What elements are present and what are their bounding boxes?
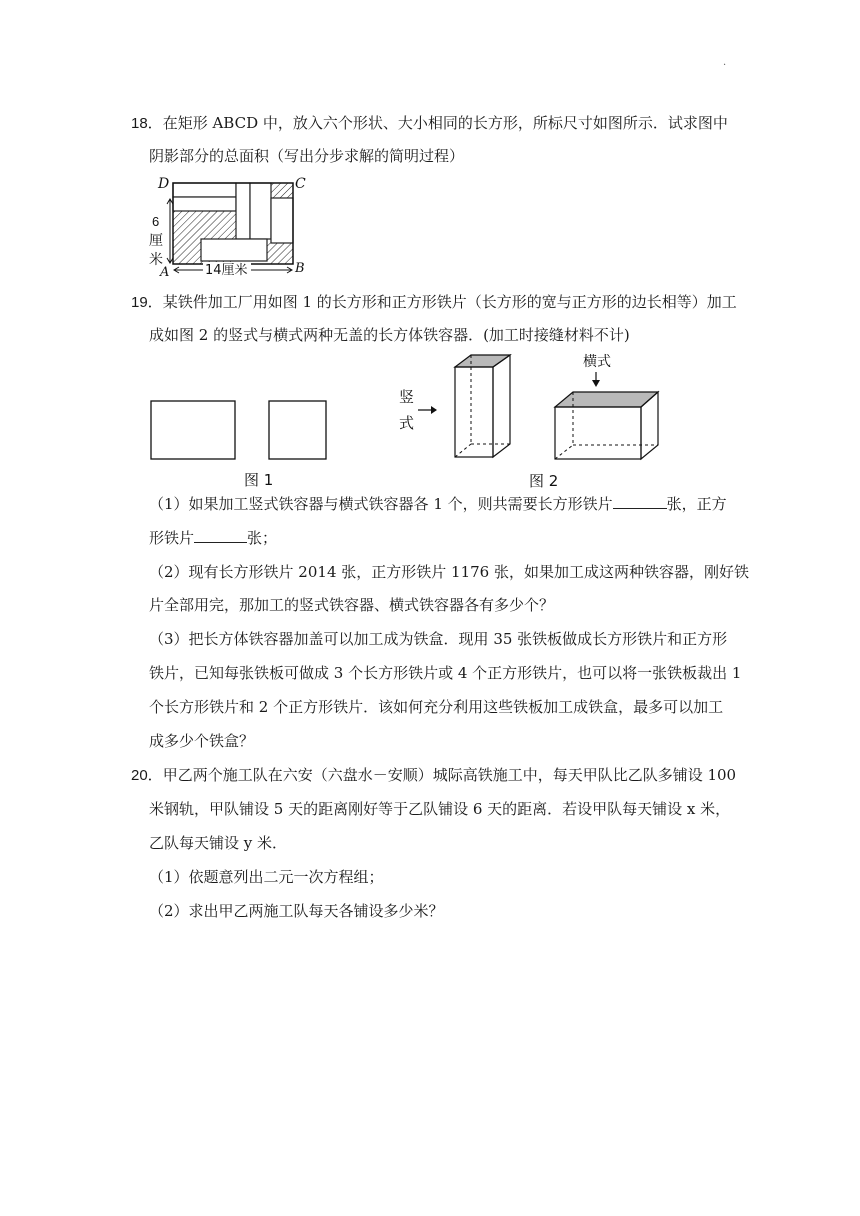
q18-label-C: C [295, 176, 306, 192]
q19-fig1-rectangle [151, 401, 235, 459]
q19-part2-line-1: （2）现有长方形铁片 2014 张，正方形铁片 1176 张，如果加工成这两种铁容器，刚好铁 [149, 563, 749, 581]
page-mark: · [723, 60, 727, 71]
q19-part1-line-2 [149, 528, 277, 548]
q19-part3-line-3: 个长方形铁片和 2 个正方形铁片．该如何充分利用这些铁板加工成铁盒，最多可以加工 [149, 698, 724, 716]
q19-part1-line-1 [149, 494, 727, 514]
q18-label-A: A [160, 265, 170, 278]
q19-part1-text-b: 张，正方 [666, 495, 727, 513]
q19-figure-1 [148, 398, 333, 490]
q19-line-2: 成如图 2 的竖式与横式两种无盖的长方体铁容器．(加工时接缝材料不计) [149, 326, 630, 344]
q18-height-unit-2: 米 [149, 252, 163, 268]
q19-fig1-caption: 图 1 [244, 471, 274, 489]
q20-part1: （1）依题意列出二元一次方程组； [149, 868, 384, 886]
q18-number: 18． [131, 115, 163, 132]
q20-line-2: 米钢轨，甲队铺设 5 天的距离刚好等于乙队铺设 6 天的距离．若设甲队每天铺设 x 米， [149, 800, 731, 818]
q18-label-B: B [295, 261, 305, 276]
q19-figure-2 [393, 350, 668, 492]
q19-part2-line-2: 片全部用完，那加工的竖式铁容器、横式铁容器各有多少个？ [149, 596, 555, 614]
q18-label-D: D [158, 176, 170, 192]
q20-line-1 [131, 765, 736, 786]
q19-vertical-label-1: 竖 [399, 388, 415, 406]
q20-part2: （2）求出甲乙两施工队每天各铺设多少米？ [149, 902, 444, 920]
q19-blank-rect-count[interactable] [613, 494, 667, 509]
q18-line-1 [131, 113, 728, 134]
q19-part3-line-1: （3）把长方体铁容器加盖可以加工成为铁盒．现用 35 张铁板做成长方形铁片和正方形 [149, 630, 728, 648]
q19-text-1: 某铁件加工厂用如图 1 的长方形和正方形铁片（长方形的宽与正方形的边长相等）加工 [162, 293, 737, 311]
q20-text-1: 甲乙两个施工队在六安（六盘水－安顺）城际高铁施工中，每天甲队比乙队多铺设 100 [162, 766, 737, 784]
q19-part1-text-d: 张； [247, 529, 278, 547]
q18-width-label: 14厘米 [205, 263, 248, 278]
q20-number: 20． [131, 767, 163, 784]
q19-horizontal-label: 横式 [583, 354, 611, 370]
q19-part3-line-2: 铁片，已知每张铁板可做成 3 个长方形铁片或 4 个正方形铁片，也可以将一张铁板裁出 1 [149, 664, 742, 682]
q19-blank-square-count[interactable] [194, 528, 247, 543]
q19-part1-text-a: （1）如果加工竖式铁容器与横式铁容器各 1 个，则共需要长方形铁片 [149, 495, 613, 513]
q19-part1-text-c: 形铁片 [149, 529, 195, 547]
q19-part3-line-4: 成多少个铁盒？ [149, 732, 255, 750]
q19-line-1 [131, 292, 737, 313]
q19-fig1-square [269, 401, 326, 459]
q19-horizontal-box-top [555, 392, 658, 407]
q19-vertical-label-2: 式 [399, 414, 415, 432]
q20-line-3: 乙队每天铺设 y 米． [149, 834, 288, 852]
q18-figure [143, 172, 313, 278]
q19-number: 19． [131, 294, 163, 311]
q18-shade-corner [271, 183, 293, 198]
q18-text-1: 在矩形 ABCD 中，放入六个形状、大小相同的长方形，所标尺寸如图所示．试求图中 [162, 114, 728, 132]
q19-fig2-caption: 图 2 [529, 472, 559, 490]
q18-height-value: 6 [152, 214, 160, 229]
q18-height-unit-1: 厘 [149, 233, 163, 249]
q18-line-2: 阴影部分的总面积（写出分步求解的简明过程） [149, 147, 465, 165]
